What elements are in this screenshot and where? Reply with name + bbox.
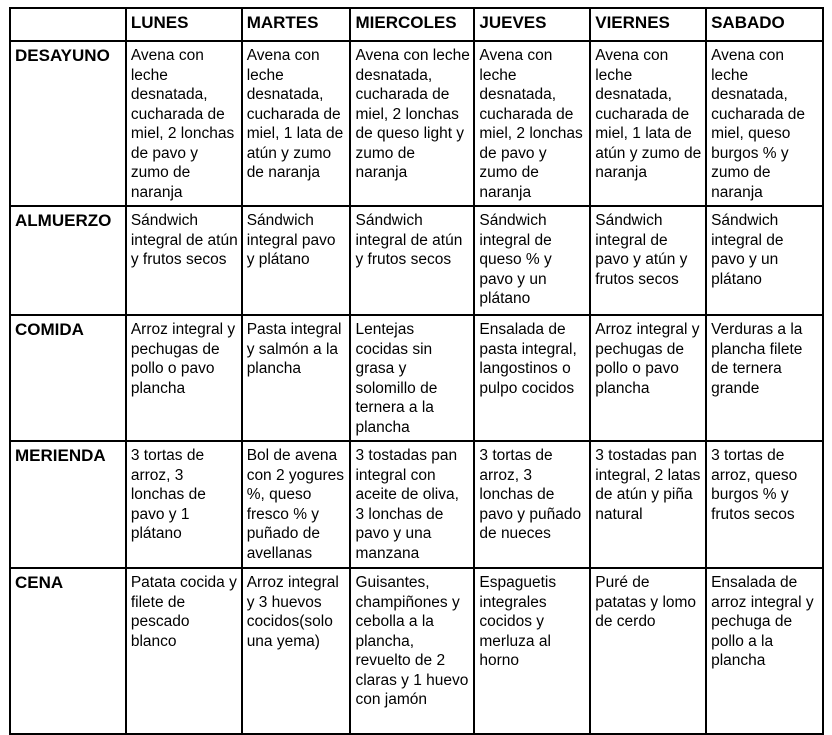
table-cell: 3 tortas de arroz, queso burgos % y frutos secos [706,441,823,568]
meal-label-comida: COMIDA [10,315,126,441]
table-cell: Avena con leche desnatada, cucharada de miel, queso burgos % y zumo de naranja [706,41,823,206]
day-header-jueves: JUEVES [474,8,590,41]
table-cell: Avena con leche desnatada, cucharada de miel, 2 lonchas de pavo y zumo de naranja [126,41,242,206]
row-almuerzo [10,206,823,315]
table-cell: Bol de avena con 2 yogures %, queso fresco % y puñado de avellanas [242,441,351,568]
day-header-viernes: VIERNES [590,8,706,41]
table-cell: 3 tortas de arroz, 3 lonchas de pavo y puñado de nueces [474,441,590,568]
header-row [10,8,823,41]
day-header-martes: MARTES [242,8,351,41]
corner-cell [10,8,126,41]
day-header-sabado: SABADO [706,8,823,41]
meal-label-cena: CENA [10,568,126,734]
meal-label-desayuno: DESAYUNO [10,41,126,206]
table-cell: 3 tortas de arroz, 3 lonchas de pavo y 1 plátano [126,441,242,568]
table-cell: Pasta integral y salmón a la plancha [242,315,351,441]
table-cell: Ensalada de arroz integral y pechuga de pollo a la plancha [706,568,823,734]
table-cell: 3 tostadas pan integral con aceite de oliva, 3 lonchas de pavo y una manzana [350,441,474,568]
row-merienda [10,441,823,568]
row-desayuno [10,41,823,206]
table-cell: Sándwich integral de atún y frutos secos [126,206,242,315]
table-cell: Patata cocida y filete de pescado blanco [126,568,242,734]
table-cell: Guisantes, champiñones y cebolla a la plancha, revuelto de 2 claras y 1 huevo con jamón [350,568,474,734]
table-cell: Sándwich integral de pavo y atún y frutos secos [590,206,706,315]
table-cell: Sándwich integral de atún y frutos secos [350,206,474,315]
table-cell: Arroz integral y 3 huevos cocidos(solo una yema) [242,568,351,734]
table-cell: Ensalada de pasta integral, langostinos o pulpo cocidos [474,315,590,441]
table-cell: Arroz integral y pechugas de pollo o pavo plancha [126,315,242,441]
day-header-lunes: LUNES [126,8,242,41]
table-cell: Avena con leche desnatada, cucharada de miel, 1 lata de atún y zumo de naranja [242,41,351,206]
meal-label-almuerzo: ALMUERZO [10,206,126,315]
table-cell: Espaguetis integrales cocidos y merluza al horno [474,568,590,734]
table-cell: 3 tostadas pan integral, 2 latas de atún y piña natural [590,441,706,568]
table-cell: Sándwich integral de queso % y pavo y un plátano [474,206,590,315]
table-cell: Puré de patatas y lomo de cerdo [590,568,706,734]
row-cena [10,568,823,734]
table-cell: Verduras a la plancha filete de ternera grande [706,315,823,441]
table-cell: Avena con leche desnatada, cucharada de miel, 1 lata de atún y zumo de naranja [590,41,706,206]
table-cell: Sándwich integral pavo y plátano [242,206,351,315]
table-cell: Arroz integral y pechugas de pollo o pavo plancha [590,315,706,441]
meal-plan-table [9,7,824,735]
table-cell: Lentejas cocidas sin grasa y solomillo de ternera a la plancha [350,315,474,441]
row-comida [10,315,823,441]
day-header-miercoles: MIERCOLES [350,8,474,41]
table-cell: Avena con leche desnatada, cucharada de miel, 2 lonchas de queso light y zumo de naranja [350,41,474,206]
meal-label-merienda: MERIENDA [10,441,126,568]
table-cell: Sándwich integral de pavo y un plátano [706,206,823,315]
table-cell: Avena con leche desnatada, cucharada de miel, 2 lonchas de pavo y zumo de naranja [474,41,590,206]
